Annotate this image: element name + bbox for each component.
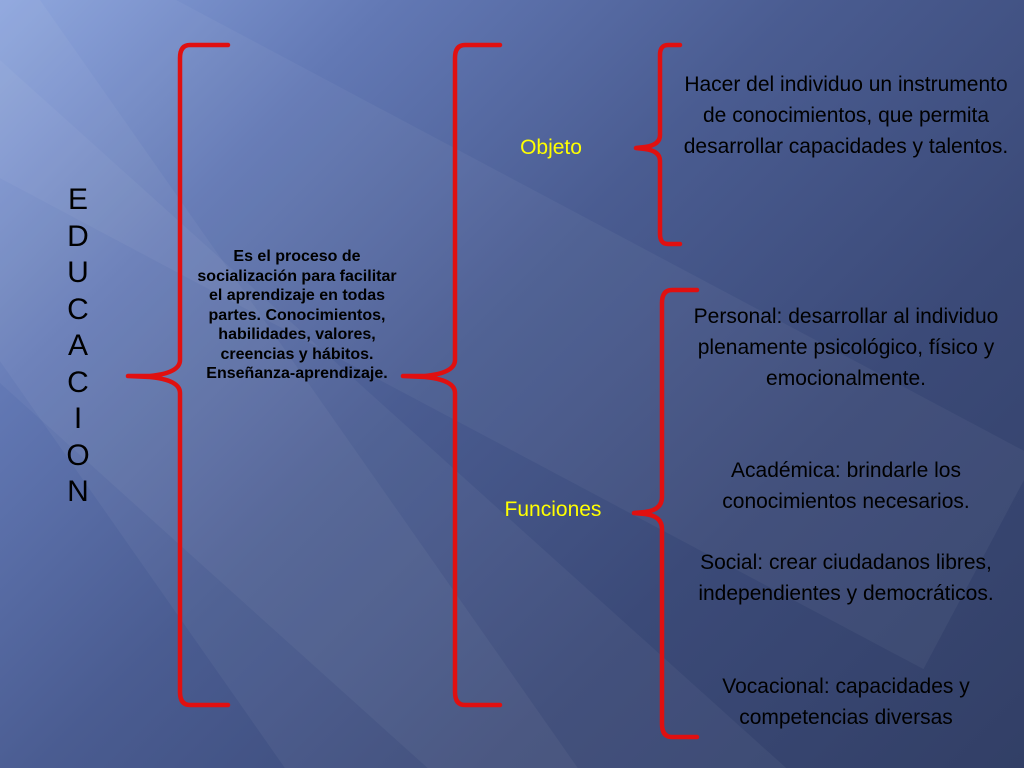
label-funciones: Funciones xyxy=(504,498,602,521)
funcion-personal: Personal: desarrollar al individuo plenamente psicológico, físico y emocionalmente. xyxy=(693,305,999,390)
funcion-academica: Académica: brindarle los conocimientos necesarios. xyxy=(722,459,970,513)
vertical-title-educacion xyxy=(58,182,98,511)
title-letter: D xyxy=(67,219,89,253)
title-letter: E xyxy=(67,183,88,216)
title-letter: I xyxy=(73,402,83,435)
label-objeto: Objeto xyxy=(520,136,582,159)
funcion-social: Social: crear ciudadanos libres, independientes y democráticos. xyxy=(698,551,994,605)
education-definition: Es el proceso de socialización para facilitar el aprendizaje en todas partes. Conocimientos, habilidades, valores, creencias y hábitos. Enseñanza-aprendizaje. xyxy=(197,248,397,382)
title-letter: A xyxy=(67,329,88,362)
title-letter: U xyxy=(67,256,89,289)
title-letter: C xyxy=(67,292,89,326)
curly-bracket-objeto xyxy=(636,45,680,244)
curly-bracket-definition xyxy=(403,45,500,705)
title-letter: O xyxy=(66,438,90,472)
title-letter: N xyxy=(67,475,89,508)
title-letter: C xyxy=(67,365,89,399)
objeto-description: Hacer del individuo un instrumento de conocimientos, que permita desarrollar capacidades y talentos. xyxy=(683,73,1009,158)
funcion-vocacional: Vocacional: capacidades y competencias diversas xyxy=(722,675,970,729)
